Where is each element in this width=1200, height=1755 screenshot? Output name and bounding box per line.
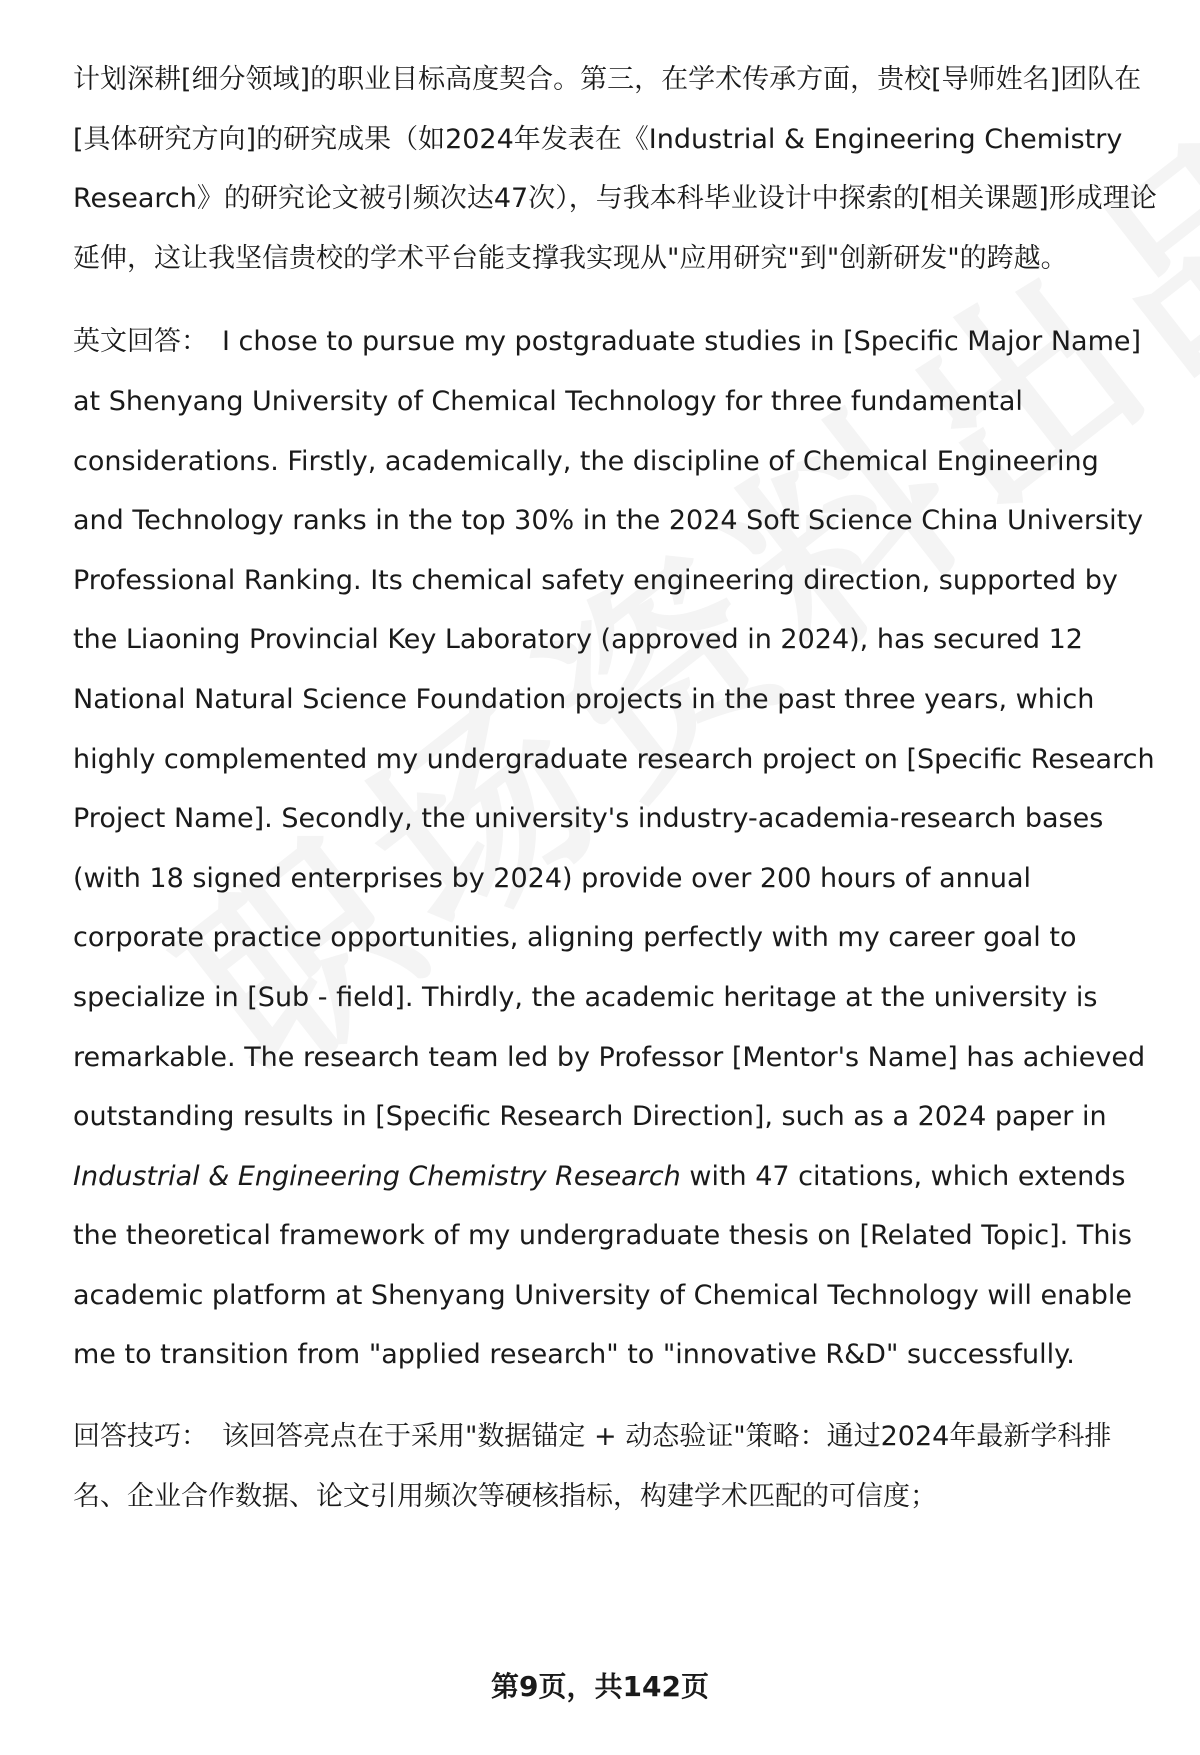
chinese-answer-continuation: 计划深耕[细分领域]的职业目标高度契合。第三，在学术传承方面，贵校[导师姓名]团队在[具体研究方向]的研究成果（如2024年发表在《Industrial & Engineering Chemistry Research》的研究论文被引频次达47次），与我本科毕业设计中探索的[相关课题]形成理论延伸，这让我坚信贵校的学术平台能支撑我实现从"应用研究"到"创新研发"的跨越。 (73, 64, 1157, 274)
journal-title: Industrial & Engineering Chemistry Research (73, 1160, 681, 1192)
answer-tips (73, 1407, 1158, 1526)
english-answer-text-part2: with 47 citations, which extends the theoretical framework of my undergraduate thesis on [Related Topic]. This academic platform at Shenyang University of Chemical Technology will enable me to transition from "applied research" to "innovative R&D" successfully. (73, 1160, 1133, 1371)
english-answer (73, 312, 1158, 1385)
english-answer-text-part1: I chose to pursue my postgraduate studies in [Specific Major Name] at Shenyang University of Chemical Technology for three fundamental considerations. Firstly, academically, the discipline of Chemical Engineering and Technology ranks in the top 30% in the 2024 Soft Science China University Professional Ranking. Its chemical safety engineering direction, supported by the Liaoning Provincial Key Laboratory (approved in 2024), has secured 12 National Natural Science Foundation projects in the past three years, which highly complemented my undergraduate research project on [Specific Research Project Name]. Secondly, the university's industry-academia-research bases (with 18 signed enterprises by 2024) provide over 200 hours of annual corporate practice opportunities, aligning perfectly with my career goal to specialize in [Sub - field]. Thirdly, the academic heritage at the university is remarkable. The research team led by Professor [Mentor's Name] has achieved outstanding results in [Specific Research Direction], such as a 2024 paper in (73, 326, 1155, 1133)
page-number: 第9页，共142页 (491, 1670, 709, 1703)
answer-tips-label: 回答技巧： (73, 1421, 208, 1453)
answer-tips-text: 该回答亮点在于采用"数据锚定 + 动态验证"策略：通过2024年最新学科排名、企业合作数据、论文引用频次等硬核指标，构建学术匹配的可信度； (73, 1421, 1112, 1512)
document-body (73, 50, 1158, 1526)
english-answer-label: 英文回答： (73, 326, 208, 358)
